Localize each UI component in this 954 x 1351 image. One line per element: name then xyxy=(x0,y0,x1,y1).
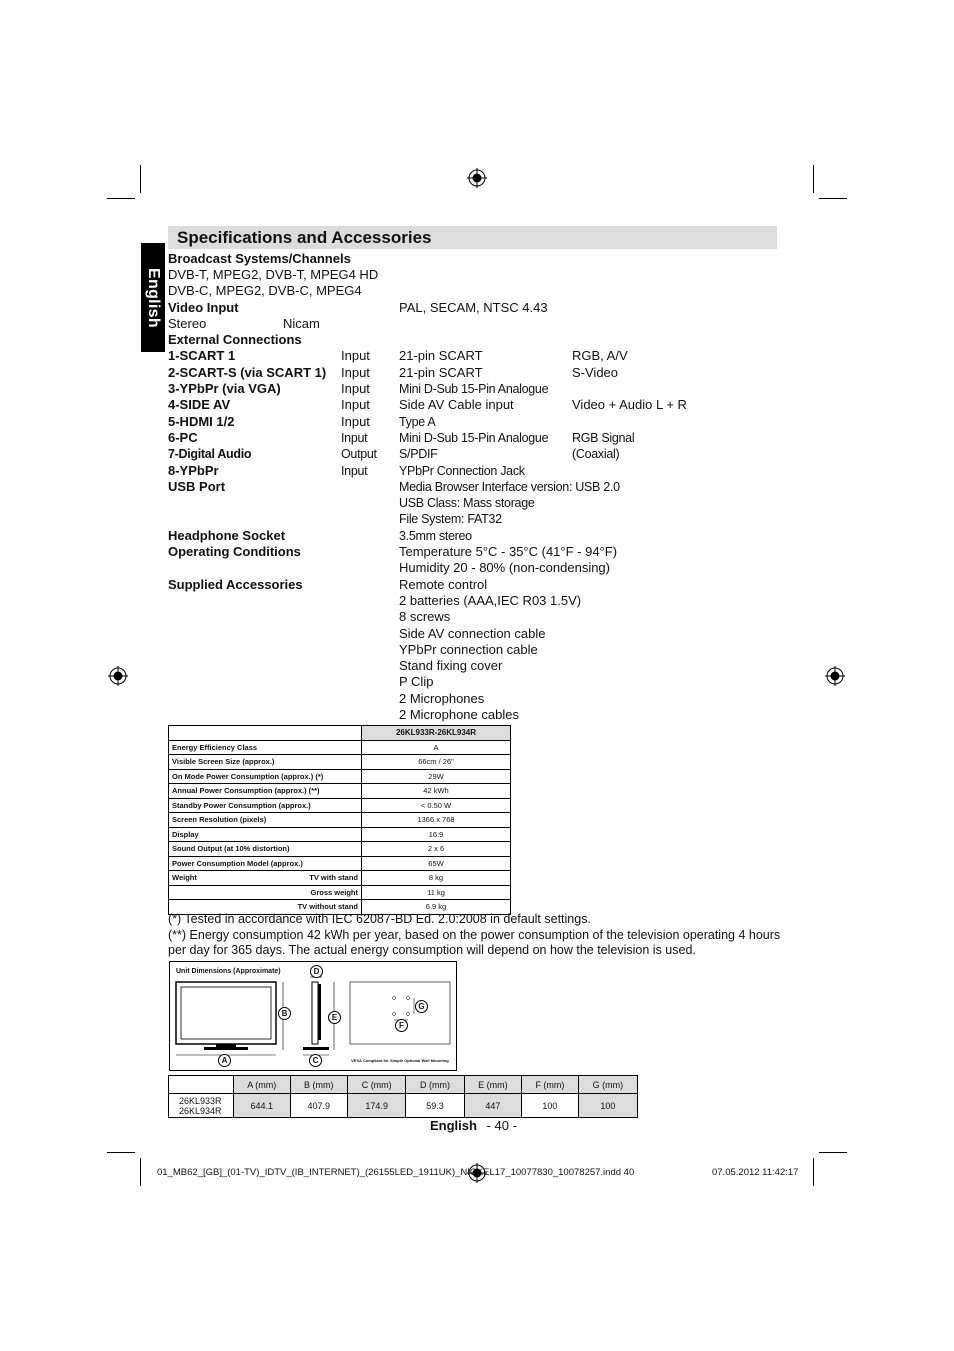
table-row xyxy=(169,1094,638,1118)
crop-mark xyxy=(107,1152,135,1153)
row-label: Power Consumption Model (approx.) xyxy=(169,856,362,871)
weight-sub-label: TV with stand xyxy=(309,873,358,883)
usb-label: USB Port xyxy=(168,479,226,494)
table-row xyxy=(169,784,511,799)
usb-line: Media Browser Interface version: USB 2.0 xyxy=(399,480,620,494)
connection-type: 21-pin SCART xyxy=(399,348,483,363)
footer-language: English xyxy=(430,1118,477,1133)
connection-direction: Input xyxy=(341,431,368,445)
row-label: Standby Power Consumption (approx.) xyxy=(169,798,362,813)
connection-type: Mini D-Sub 15-Pin Analogue xyxy=(399,382,549,396)
dimension-marker: G xyxy=(415,1000,428,1013)
connection-type: Mini D-Sub 15-Pin Analogue xyxy=(399,431,549,445)
connection-direction: Input xyxy=(341,414,370,429)
crop-mark xyxy=(819,198,847,199)
table-row xyxy=(169,885,511,900)
registration-mark-icon xyxy=(825,666,845,686)
dimension-marker: F xyxy=(395,1019,408,1032)
video-input-value: PAL, SECAM, NTSC 4.43 xyxy=(399,300,548,315)
connection-name: 2-SCART-S (via SCART 1) xyxy=(168,365,327,380)
crop-mark xyxy=(140,165,141,193)
row-label: Display xyxy=(169,827,362,842)
connection-name: 6-PC xyxy=(168,430,198,445)
language-tab xyxy=(141,243,165,352)
accessory-item: Stand fixing cover xyxy=(399,658,503,673)
vesa-caption: VESA Compliant for Simple Optional Wall Mounting xyxy=(351,1058,449,1063)
connection-extra: (Coaxial) xyxy=(572,447,620,461)
connection-direction: Input xyxy=(341,381,370,396)
model-header: 26KL933R-26KL934R xyxy=(362,726,511,741)
connection-type: Side AV Cable input xyxy=(399,397,514,412)
language-tab-label: English xyxy=(145,267,162,328)
video-input-label: Video Input xyxy=(168,300,239,315)
print-slug-date: 07.05.2012 11:42:17 xyxy=(712,1167,799,1178)
table-cell: 174.9 xyxy=(348,1094,406,1118)
operating-label: Operating Conditions xyxy=(168,544,301,559)
broadcast-line: DVB-C, MPEG2, DVB-C, MPEG4 xyxy=(168,283,362,298)
connection-direction: Input xyxy=(341,365,370,380)
connection-direction: Input xyxy=(341,348,370,363)
row-value: 6.9 kg xyxy=(362,900,511,915)
row-value: 42 kWh xyxy=(362,784,511,799)
registration-mark-icon xyxy=(467,168,487,188)
page-number: - 40 - xyxy=(486,1118,517,1133)
connection-extra: RGB Signal xyxy=(572,431,635,445)
table-row xyxy=(169,755,511,770)
table-cell: 644.1 xyxy=(234,1094,291,1118)
dimensions-diagram xyxy=(169,961,457,1071)
row-label: Screen Resolution (pixels) xyxy=(169,813,362,828)
accessory-item: 2 Microphone cables xyxy=(399,707,519,722)
connection-direction: Output xyxy=(341,447,377,461)
connection-name: 1-SCART 1 xyxy=(168,348,236,363)
connection-extra: RGB, A/V xyxy=(572,348,628,363)
accessories-label: Supplied Accessories xyxy=(168,577,303,592)
weight-sub-label: Gross weight xyxy=(169,885,362,900)
registration-mark-icon xyxy=(108,666,128,686)
table-header-cell: A (mm) xyxy=(234,1076,291,1094)
connection-name: 3-YPbPr (via VGA) xyxy=(168,381,281,396)
operating-line: Temperature 5°C - 35°C (41°F - 94°F) xyxy=(399,544,618,559)
row-value: 66cm / 26" xyxy=(362,755,511,770)
table-header-cell: F (mm) xyxy=(522,1076,579,1094)
broadcast-line: DVB-T, MPEG2, DVB-T, MPEG4 HD xyxy=(168,267,379,282)
connection-direction: Input xyxy=(341,464,368,478)
table-cell: 100 xyxy=(578,1094,637,1118)
usb-line: File System: FAT32 xyxy=(399,512,502,526)
row-label: Energy Efficiency Class xyxy=(169,740,362,755)
dimension-marker: D xyxy=(310,965,323,978)
table-header-cell: G (mm) xyxy=(578,1076,637,1094)
external-connections-label: External Connections xyxy=(168,332,302,347)
row-value: 8 kg xyxy=(362,871,511,886)
dimension-marker: B xyxy=(278,1007,291,1020)
model-cell xyxy=(169,1094,234,1118)
table-cell: 59.3 xyxy=(406,1094,464,1118)
footnote: (**) Energy consumption 42 kWh per year, based on the power consumption of the television operating 4 hours xyxy=(168,928,781,942)
accessory-item: 2 Microphones xyxy=(399,691,485,706)
table-cell xyxy=(169,726,362,741)
model-name: 26KL934R xyxy=(179,1105,222,1116)
row-value: A xyxy=(362,740,511,755)
crop-mark xyxy=(107,198,135,199)
connection-name: 7-Digital Audio xyxy=(168,447,252,461)
table-header-cell: B (mm) xyxy=(290,1076,347,1094)
connection-name: 8-YPbPr xyxy=(168,463,219,478)
headphone-value: 3.5mm stereo xyxy=(399,529,472,543)
row-value: < 0.50 W xyxy=(362,798,511,813)
table-row xyxy=(169,827,511,842)
dimension-marker: C xyxy=(309,1054,322,1067)
table-header-cell xyxy=(169,1076,234,1094)
accessory-item: Side AV connection cable xyxy=(399,626,546,641)
row-value: 11 kg xyxy=(362,885,511,900)
accessory-item: P Clip xyxy=(399,674,434,689)
row-label: Annual Power Consumption (approx.) (**) xyxy=(169,784,362,799)
weight-sub-label: TV without stand xyxy=(169,900,362,915)
diagram-title: Unit Dimensions (Approximate) xyxy=(176,968,281,975)
operating-line: Humidity 20 - 80% (non-condensing) xyxy=(399,560,610,575)
table-row xyxy=(169,769,511,784)
table-header-cell: E (mm) xyxy=(464,1076,521,1094)
row-value: 16:9 xyxy=(362,827,511,842)
row-value: 29W xyxy=(362,769,511,784)
connection-name: 4-SIDE AV xyxy=(168,397,231,412)
table-header-row xyxy=(169,1076,638,1094)
connection-type: S/PDIF xyxy=(399,447,438,461)
page-footer xyxy=(430,1118,517,1133)
stereo-label: Stereo xyxy=(168,316,207,331)
row-label: On Mode Power Consumption (approx.) (*) xyxy=(169,769,362,784)
connection-name: 5-HDMI 1/2 xyxy=(168,414,235,429)
weight-label: Weight xyxy=(172,873,197,883)
dimension-marker: A xyxy=(218,1054,231,1067)
table-cell: 447 xyxy=(464,1094,521,1118)
connection-type: Type A xyxy=(399,415,436,429)
stereo-value: Nicam xyxy=(283,316,320,331)
row-value: 2 x 6 xyxy=(362,842,511,857)
accessory-item: 2 batteries (AAA,IEC R03 1.5V) xyxy=(399,593,582,608)
table-row xyxy=(169,740,511,755)
table-row xyxy=(169,856,511,871)
row-value: 65W xyxy=(362,856,511,871)
table-row xyxy=(169,842,511,857)
row-label: Sound Output (at 10% distortion) xyxy=(169,842,362,857)
section-title-bar xyxy=(168,226,777,249)
print-slug-file: 01_MB62_[GB]_(01-TV)_IDTV_(IB_INTERNET)_(26155LED_1911UK)_NICKEL17_10077830_10078257.indd 40 xyxy=(157,1167,635,1178)
dimension-marker: E xyxy=(328,1011,341,1024)
table-cell: 100 xyxy=(522,1094,579,1118)
crop-mark xyxy=(140,1158,141,1186)
table-header-cell: C (mm) xyxy=(348,1076,406,1094)
table-cell: 407.9 xyxy=(290,1094,347,1118)
accessory-item: 8 screws xyxy=(399,609,451,624)
connection-extra: Video + Audio L + R xyxy=(572,397,687,412)
table-row xyxy=(169,726,511,741)
broadcast-label: Broadcast Systems/Channels xyxy=(168,251,351,266)
model-name: 26KL933R xyxy=(179,1095,222,1106)
weight-cell xyxy=(169,871,362,886)
accessory-item: YPbPr connection cable xyxy=(399,642,538,657)
table-row xyxy=(169,813,511,828)
table-row xyxy=(169,871,511,886)
page-title: Specifications and Accessories xyxy=(177,228,432,247)
crop-mark xyxy=(813,165,814,193)
connection-type: 21-pin SCART xyxy=(399,365,483,380)
footnote: (*) Tested in accordance with IEC 62087-BD Ed. 2.0:2008 in default settings. xyxy=(168,912,591,926)
crop-mark xyxy=(813,1158,814,1186)
crop-mark xyxy=(819,1152,847,1153)
usb-line: USB Class: Mass storage xyxy=(399,496,535,510)
connection-type: YPbPr Connection Jack xyxy=(399,464,525,478)
connection-direction: Input xyxy=(341,397,370,412)
row-label: Visible Screen Size (approx.) xyxy=(169,755,362,770)
footnote: per day for 365 days. The actual energy consumption will depend on how the television is used. xyxy=(168,943,696,957)
headphone-label: Headphone Socket xyxy=(168,528,286,543)
dimensions-table xyxy=(168,1075,638,1118)
connection-extra: S-Video xyxy=(572,365,619,380)
accessory-item: Remote control xyxy=(399,577,488,592)
table-header-cell: D (mm) xyxy=(406,1076,464,1094)
table-row xyxy=(169,798,511,813)
row-value: 1366 x 768 xyxy=(362,813,511,828)
energy-table xyxy=(168,725,511,915)
